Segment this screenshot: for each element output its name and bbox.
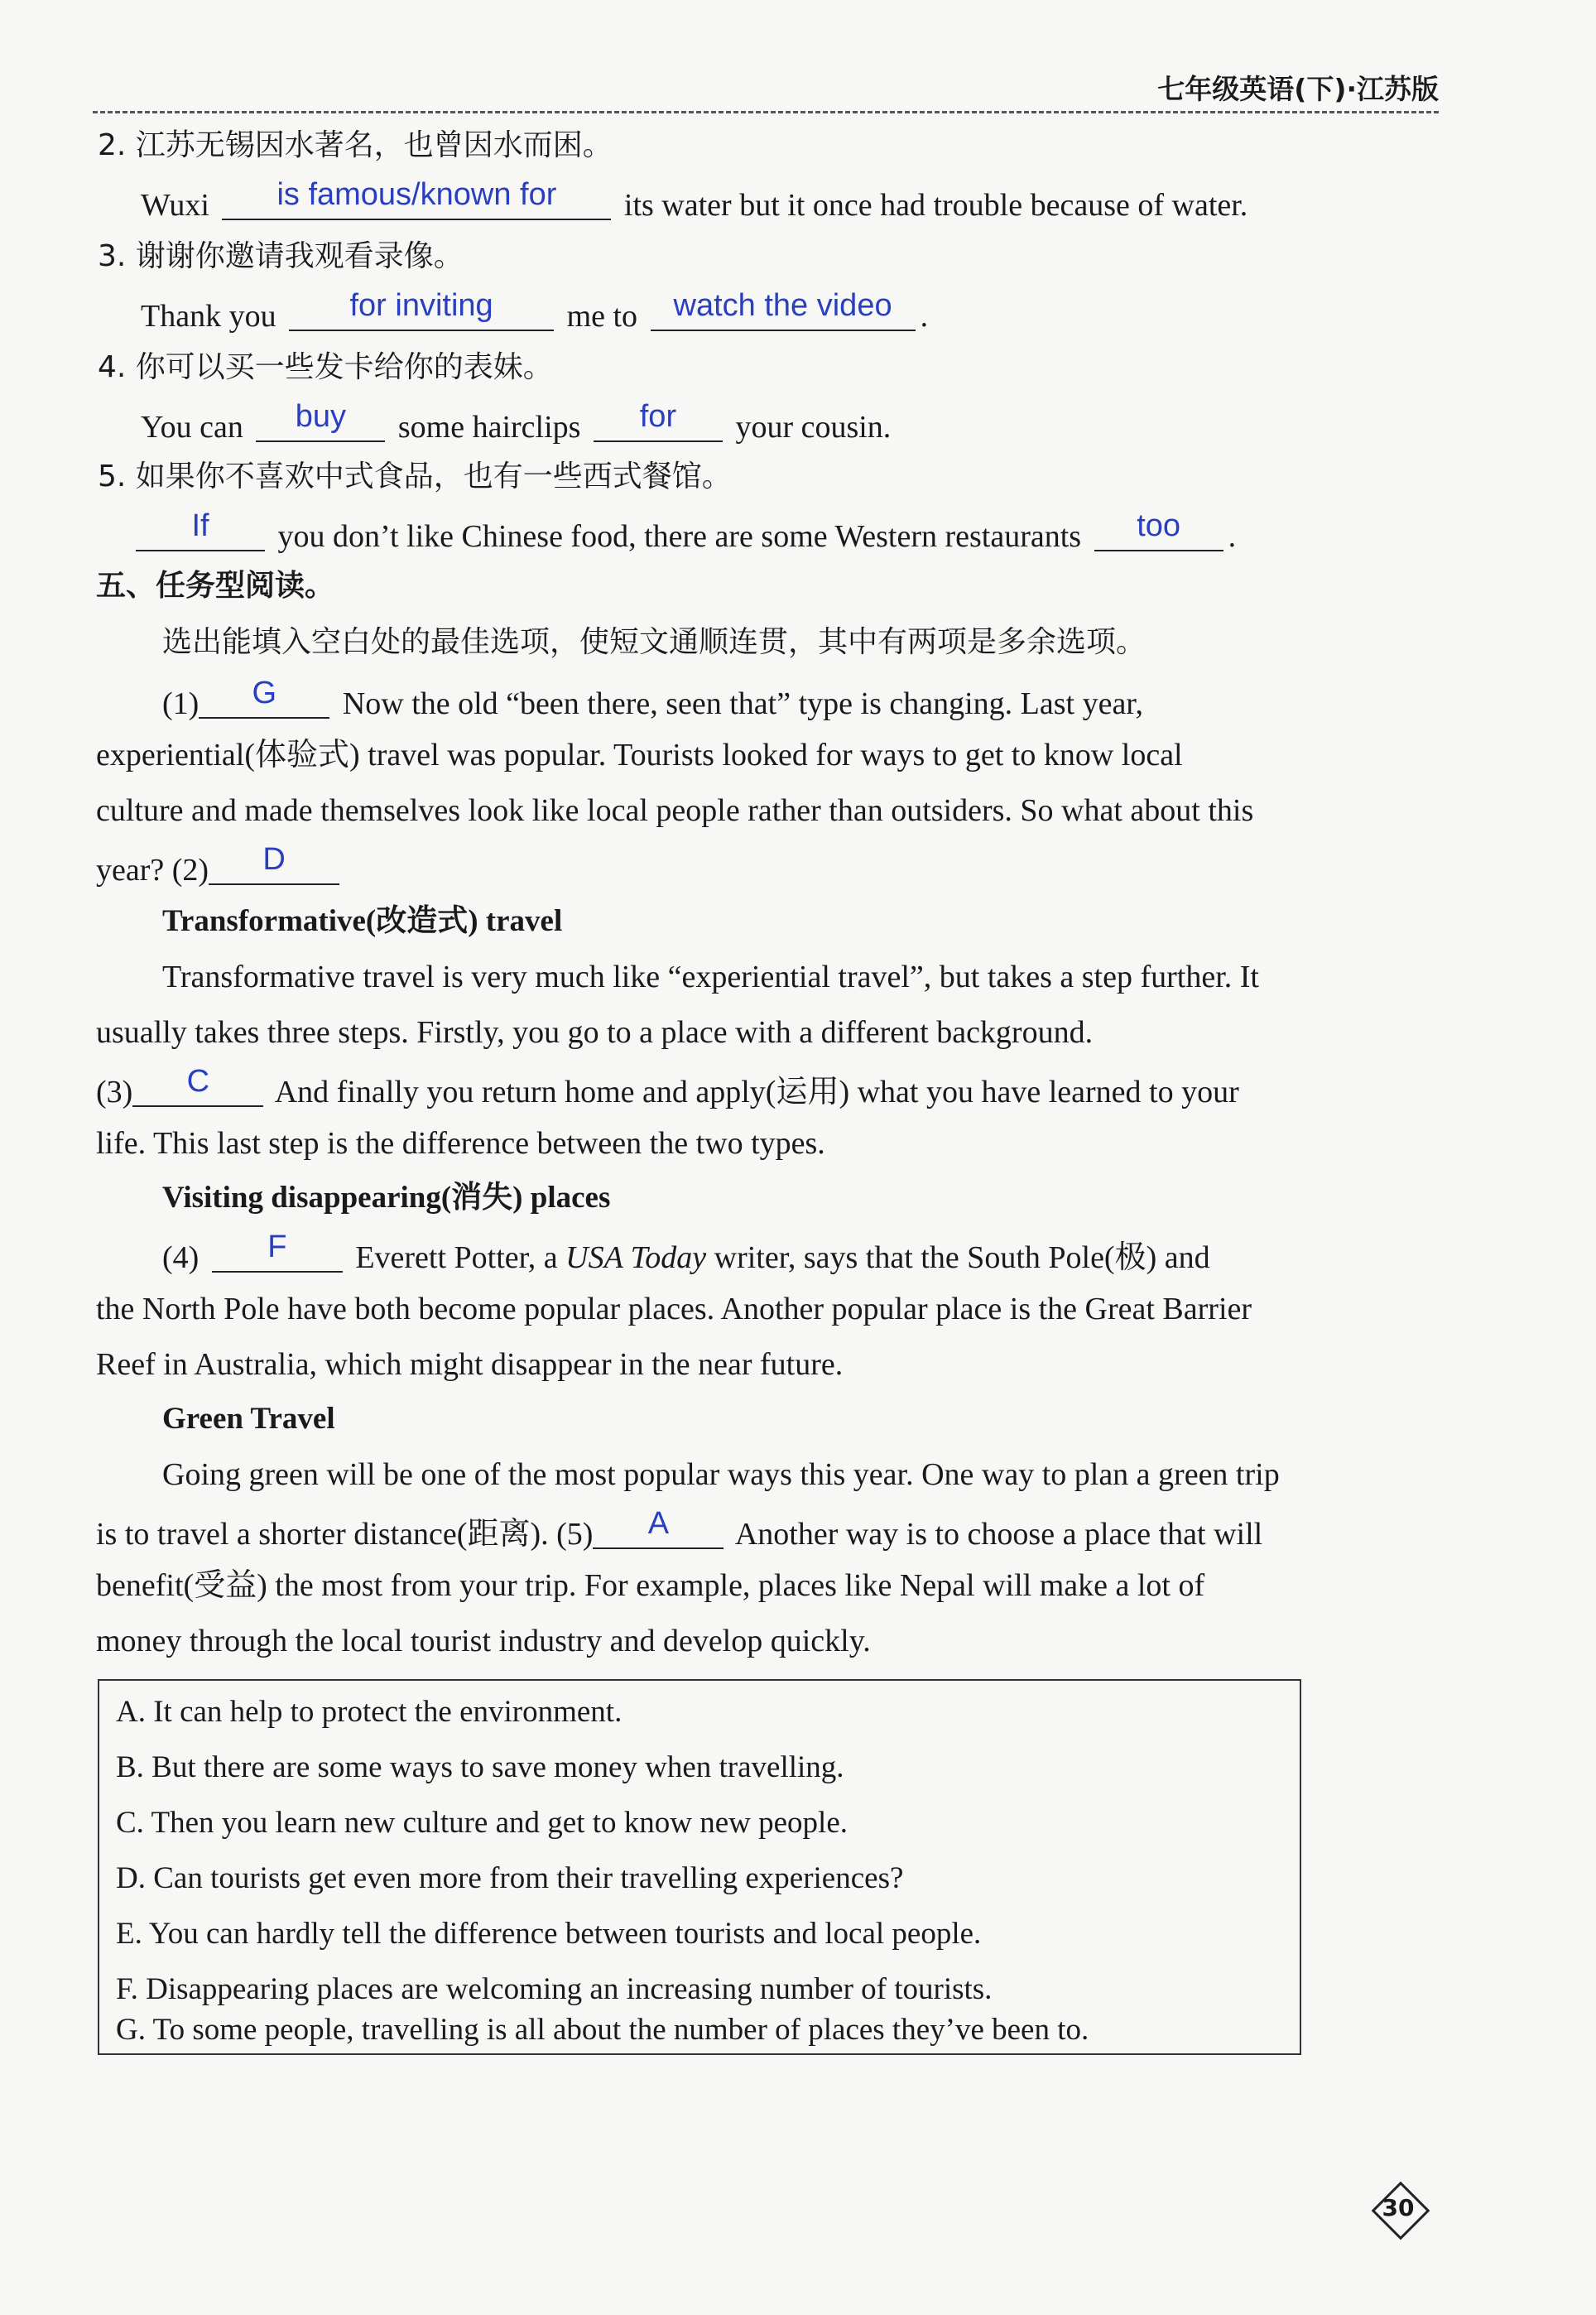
- p4-line-4: money through the local tourist industry and develop quickly.: [96, 1624, 871, 1658]
- q2-english: Wuxi is famous/known for its water but it once had trouble because of water.: [141, 177, 1248, 223]
- q2-chinese: 2. 江苏无锡因水著名，也曾因水而困。: [98, 128, 613, 162]
- blank-5[interactable]: [593, 1506, 723, 1549]
- section-title: 五、任务型阅读。: [96, 569, 335, 603]
- options-box: [98, 1679, 1301, 2055]
- p2-line-4: life. This last step is the difference between the two types.: [96, 1126, 825, 1161]
- p2-line-1: Transformative travel is very much like “experiential travel”, but takes a step further. It: [162, 960, 1259, 994]
- subheading-green-travel: Green Travel: [162, 1402, 335, 1436]
- blank-3[interactable]: [132, 1064, 263, 1107]
- answer-3: C: [186, 1064, 210, 1099]
- q3-answer-2: watch the video: [673, 288, 892, 323]
- subheading-transformative: Transformative(改造式) travel: [162, 904, 563, 938]
- q3-english: Thank you for inviting me to watch the video .: [141, 288, 929, 334]
- q4-answer-1: buy: [295, 399, 347, 434]
- p2-line-3: (3) C And finally you return home and apply(运用) what you have learned to your: [96, 1064, 1239, 1109]
- p4-line-1: Going green will be one of the most popular ways this year. One way to plan a green trip: [162, 1457, 1280, 1492]
- p3-line-3: Reef in Australia, which might disappear in the near future.: [96, 1347, 844, 1382]
- p1-line-4: year? (2) D: [96, 850, 344, 886]
- q4-blank-2[interactable]: [594, 399, 723, 442]
- answer-4: F: [267, 1230, 287, 1264]
- option-b: B. But there are some ways to save money when travelling.: [116, 1750, 844, 1784]
- subheading-disappearing: Visiting disappearing(消失) places: [162, 1181, 611, 1215]
- p2-line-2: usually takes three steps. Firstly, you go to a place with a different background.: [96, 1015, 1094, 1050]
- q5-chinese: 5. 如果你不喜欢中式食品，也有一些西式餐馆。: [98, 460, 732, 493]
- p4-line-2: is to travel a shorter distance(距离). (5) A Another way is to choose a place that will: [96, 1506, 1263, 1552]
- answer-1: G: [252, 676, 277, 710]
- q5-answer-2: too: [1137, 508, 1181, 543]
- option-c: C. Then you learn new culture and get to know new people.: [116, 1806, 848, 1840]
- blank-1[interactable]: [199, 676, 329, 719]
- q4-english: You can buy some hairclips for your cousin.: [141, 399, 892, 445]
- option-d: D. Can tourists get even more from their travelling experiences?: [116, 1861, 904, 1895]
- q3-blank-2[interactable]: [651, 288, 916, 331]
- page-number: [1372, 2183, 1424, 2234]
- option-g: G. To some people, travelling is all about the number of places they’ve been to.: [116, 2013, 1089, 2047]
- q4-blank-1[interactable]: [256, 399, 385, 442]
- q5-blank-1[interactable]: [136, 508, 265, 551]
- header-title: 七年级英语(下)·江苏版: [1157, 73, 1439, 105]
- page-number-text: 30: [1382, 2194, 1415, 2221]
- p1-line-3: culture and made themselves look like local people rather than outsiders. So what about this: [96, 793, 1254, 828]
- option-e: E. You can hardly tell the difference between tourists and local people.: [116, 1917, 982, 1951]
- p3-line-2: the North Pole have both become popular places. Another popular place is the Great Barrier: [96, 1292, 1252, 1326]
- blank-2[interactable]: [209, 842, 339, 885]
- option-a: A. It can help to protect the environment.: [116, 1695, 623, 1729]
- q5-english: If you don’t like Chinese food, there are some Western restaurants too .: [136, 517, 1236, 552]
- q2-answer-1: is famous/known for: [276, 177, 557, 212]
- blank-4[interactable]: [212, 1230, 343, 1273]
- p3-line-1: (4) F Everett Potter, a USA Today writer, says that the South Pole(极) and: [162, 1230, 1210, 1275]
- q3-chinese: 3. 谢谢你邀请我观看录像。: [98, 239, 464, 273]
- q5-blank-2[interactable]: [1094, 508, 1223, 551]
- answer-2: D: [262, 842, 286, 877]
- p1-line-1: (1) G Now the old “been there, seen that” type is changing. Last year,: [162, 676, 1143, 721]
- q5-answer-1: If: [191, 508, 209, 543]
- page-header: [93, 68, 1439, 113]
- q4-answer-2: for: [639, 399, 677, 434]
- section-instruction: 选出能填入空白处的最佳选项，使短文通顺连贯，其中有两项是多余选项。: [162, 625, 1147, 659]
- q4-chinese: 4. 你可以买一些发卡给你的表妹。: [98, 350, 553, 384]
- q3-answer-1: for inviting: [349, 288, 493, 323]
- p1-line-2: experiential(体验式) travel was popular. Tourists looked for ways to get to know local: [96, 738, 1183, 772]
- q3-blank-1[interactable]: [289, 288, 554, 331]
- q2-blank-1[interactable]: [222, 177, 611, 220]
- p4-line-3: benefit(受益) the most from your trip. For example, places like Nepal will make a lot of: [96, 1568, 1205, 1603]
- answer-5: A: [647, 1506, 670, 1541]
- option-f: F. Disappearing places are welcoming an increasing number of tourists.: [116, 1972, 993, 2006]
